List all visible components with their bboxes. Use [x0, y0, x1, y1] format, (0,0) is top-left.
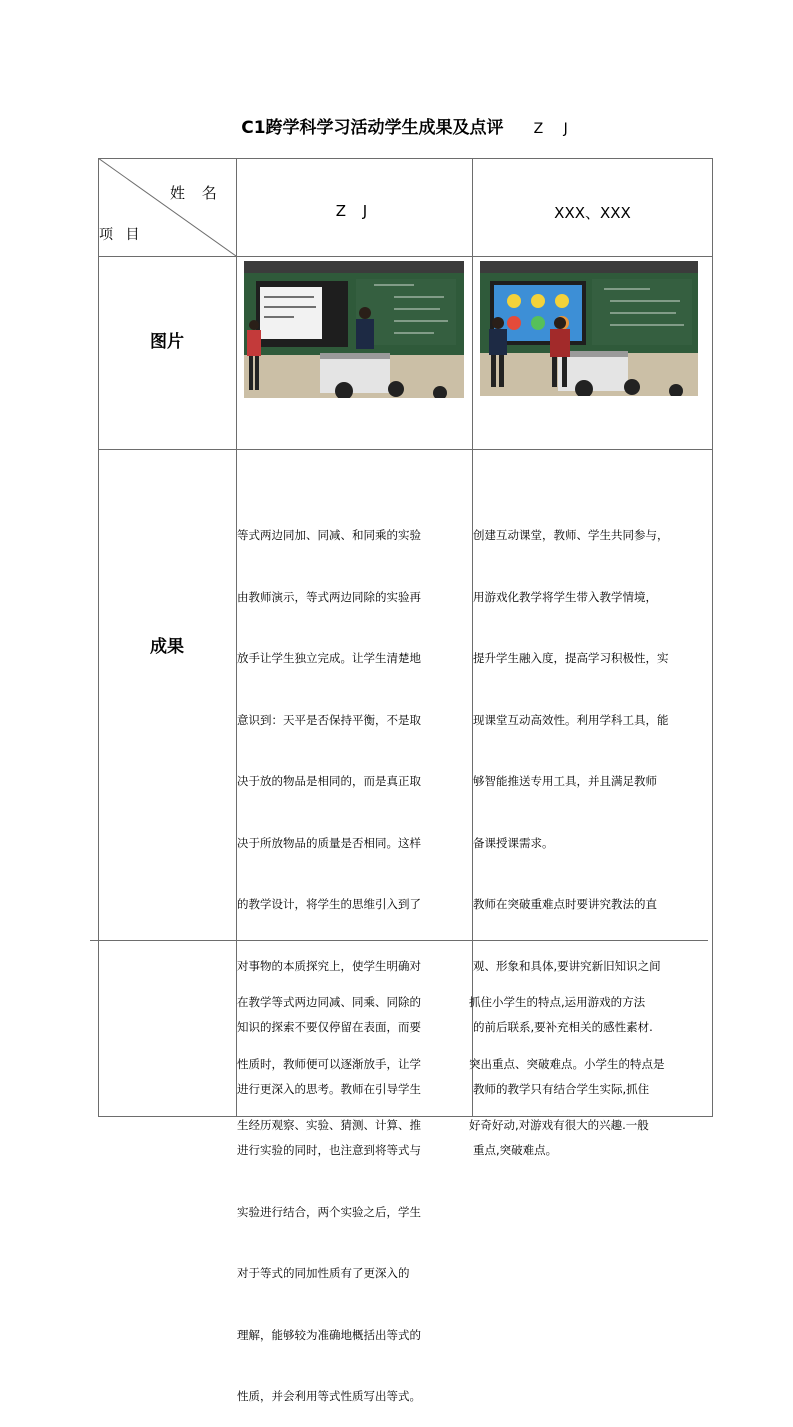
- classroom-photo-1: [244, 261, 464, 398]
- classroom-photo-2: [480, 261, 698, 396]
- text-line: 教师的教学只有结合学生实际,抓住: [473, 1081, 650, 1096]
- text-line: 的教学设计，将学生的思维引入到了: [237, 897, 421, 911]
- header-name-label: 姓 名: [170, 184, 223, 202]
- text-line: 放手让学生独立完成。让学生清楚地: [237, 651, 421, 665]
- text-line: 进行更深入的思考。教师在引导学生: [237, 1081, 421, 1096]
- row-label-images: 图片: [150, 332, 184, 352]
- text-line: 对事物的本质探究上，使学生明确对: [237, 958, 421, 973]
- text-line: 对于等式的同加性质有了更深入的: [237, 1266, 410, 1280]
- header-col1-name: Z J: [335, 202, 374, 220]
- text-line: 等式两边同加、同减、和同乘的实验: [237, 528, 421, 542]
- text-line: 在教学等式两边同减、同乘、同除的: [237, 995, 421, 1009]
- text-line: 观、形象和具体,要讲究新旧知识之间: [473, 958, 661, 973]
- text-line: 知识的探索不要仅停留在表面，而要: [237, 1020, 421, 1034]
- text-line: 够智能推送专用工具，并且满足教师: [473, 774, 657, 788]
- text-line: 创建互动课堂，教师、学生共同参与，: [473, 528, 669, 542]
- text-line: 实验进行结合，两个实验之后，学生: [237, 1204, 421, 1219]
- comment-text-col2: [469, 951, 665, 1156]
- text-line: 突出重点、突破难点。小学生的特点是: [469, 1056, 665, 1071]
- text-line: 好奇好动,对游戏有很大的兴趣.一般: [469, 1118, 649, 1132]
- row-label-results: 成果: [150, 637, 184, 657]
- comment-text-col1: [237, 951, 421, 1156]
- document-title-line: [0, 113, 793, 138]
- text-line: 决于所放物品的质量是否相同。这样: [237, 835, 421, 850]
- text-line: 进行实验的同时，也注意到将等式与: [237, 1143, 421, 1157]
- text-line: 备课授课需求。: [473, 835, 554, 850]
- text-line: 性质，并会利用等式性质写出等式。: [237, 1389, 421, 1403]
- document-title: C1跨学科学习活动学生成果及点评: [241, 118, 504, 138]
- images-row-bottom-border: [98, 449, 713, 450]
- text-line: 重点,突破难点。: [473, 1143, 558, 1157]
- text-line: 的前后联系,要补充相关的感性素材.: [473, 1020, 653, 1034]
- text-line: 理解，能够较为准确地概括出等式的: [237, 1327, 421, 1342]
- text-line: 教师在突破重难点时要讲究教法的直: [473, 897, 657, 911]
- text-line: 用游戏化教学将学生带入教学情境，: [473, 589, 657, 604]
- text-line: 提升学生融入度，提高学习积极性，实: [473, 651, 669, 665]
- text-line: 生经历观察、实验、猜测、计算、推: [237, 1118, 421, 1132]
- text-line: 现课堂互动高效性。利用学科工具，能: [473, 712, 669, 727]
- text-line: 性质时，教师便可以逐渐放手，让学: [237, 1056, 421, 1071]
- text-line: 意识到：天平是否保持平衡，不是取: [237, 712, 421, 727]
- header-col2-name: XXX、XXX: [554, 204, 631, 222]
- document-title-author: Z J: [533, 121, 576, 137]
- table-right-border: [712, 158, 713, 1117]
- header-item-label: 项 目: [99, 227, 144, 243]
- text-line: 决于放的物品是相同的，而是真正取: [237, 774, 421, 788]
- text-line: 由教师演示，等式两边同除的实验再: [237, 589, 421, 604]
- text-line: 抓住小学生的特点,运用游戏的方法: [469, 995, 646, 1009]
